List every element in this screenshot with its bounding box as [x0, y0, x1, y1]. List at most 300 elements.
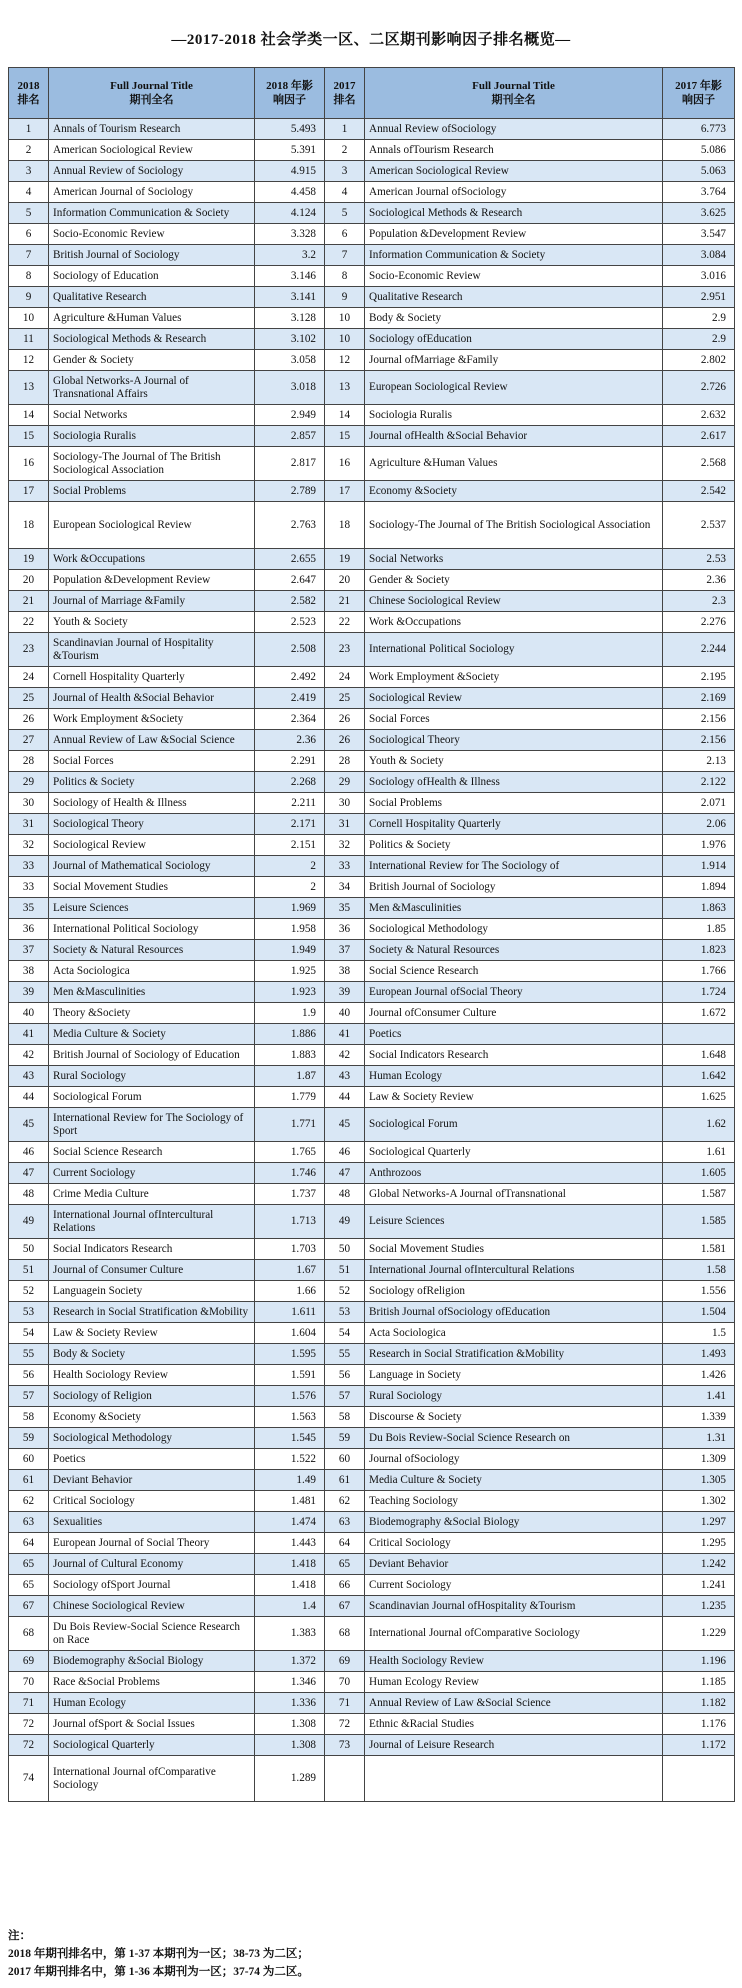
table-row [9, 1735, 735, 1756]
impact-2018-cell: 1.886 [255, 1024, 325, 1045]
rank-2017-cell: 72 [325, 1714, 365, 1735]
rank-2018-cell: 4 [9, 182, 49, 203]
impact-2018-cell: 2.949 [255, 405, 325, 426]
impact-2018-cell: 3.141 [255, 287, 325, 308]
journal-2017-cell: Human Ecology [365, 1066, 663, 1087]
table-row [9, 856, 735, 877]
impact-2017-cell: 1.31 [663, 1428, 735, 1449]
journal-2018-cell: Sexualities [49, 1512, 255, 1533]
journal-2018-cell: Sociological Methods & Research [49, 329, 255, 350]
table-row [9, 1205, 735, 1239]
impact-2018-cell: 1.443 [255, 1533, 325, 1554]
rank-2018-cell: 22 [9, 612, 49, 633]
rank-2017-cell: 43 [325, 1066, 365, 1087]
impact-2017-cell: 2.13 [663, 751, 735, 772]
rank-2017-cell: 8 [325, 266, 365, 287]
journal-2017-cell: Research in Social Stratification &Mobility [365, 1344, 663, 1365]
journal-2018-cell: International Political Sociology [49, 919, 255, 940]
rank-2017-cell: 46 [325, 1142, 365, 1163]
rank-2017-cell: 26 [325, 709, 365, 730]
impact-2018-cell: 4.458 [255, 182, 325, 203]
impact-2018-cell: 1.372 [255, 1651, 325, 1672]
journal-2017-cell: Social Networks [365, 549, 663, 570]
impact-2017-cell: 1.976 [663, 835, 735, 856]
rank-2017-cell: 3 [325, 161, 365, 182]
rank-2018-cell: 18 [9, 502, 49, 549]
table-row [9, 1142, 735, 1163]
rank-2017-cell: 62 [325, 1491, 365, 1512]
journal-2017-cell: European Sociological Review [365, 371, 663, 405]
table-row [9, 793, 735, 814]
journal-2018-cell: Sociological Methodology [49, 1428, 255, 1449]
table-row [9, 1407, 735, 1428]
impact-2017-cell: 5.063 [663, 161, 735, 182]
journal-2018-cell: Sociology ofSport Journal [49, 1575, 255, 1596]
table-row [9, 1323, 735, 1344]
rank-2018-cell: 30 [9, 793, 49, 814]
rank-2017-cell: 10 [325, 329, 365, 350]
journal-2017-cell: Scandinavian Journal ofHospitality &Tourism [365, 1596, 663, 1617]
impact-2017-cell: 1.182 [663, 1693, 735, 1714]
rank-2018-cell: 52 [9, 1281, 49, 1302]
journal-2018-cell: Leisure Sciences [49, 898, 255, 919]
rank-2017-cell: 63 [325, 1512, 365, 1533]
impact-2018-cell: 1.49 [255, 1470, 325, 1491]
table-row [9, 1651, 735, 1672]
rank-2017-cell: 10 [325, 308, 365, 329]
impact-2018-cell: 3.146 [255, 266, 325, 287]
impact-2018-cell: 4.124 [255, 203, 325, 224]
rank-2018-cell: 7 [9, 245, 49, 266]
journal-2018-cell: Social Networks [49, 405, 255, 426]
rank-2018-cell: 15 [9, 426, 49, 447]
impact-2017-cell: 1.61 [663, 1142, 735, 1163]
journal-2017-cell: Discourse & Society [365, 1407, 663, 1428]
journal-2018-cell: American Journal of Sociology [49, 182, 255, 203]
impact-2017-cell: 5.086 [663, 140, 735, 161]
header-rank-2018: 2018 排名 [9, 68, 49, 119]
rank-2018-cell: 60 [9, 1449, 49, 1470]
journal-2017-cell: International Review for The Sociology of [365, 856, 663, 877]
rank-2017-cell: 6 [325, 224, 365, 245]
journal-2017-cell: American Sociological Review [365, 161, 663, 182]
rank-2018-cell: 43 [9, 1066, 49, 1087]
rank-2017-cell: 45 [325, 1108, 365, 1142]
rank-2018-cell: 24 [9, 667, 49, 688]
rank-2017-cell: 39 [325, 982, 365, 1003]
rank-2018-cell: 63 [9, 1512, 49, 1533]
impact-2018-cell: 2.817 [255, 447, 325, 481]
impact-2017-cell: 2.802 [663, 350, 735, 371]
table-row [9, 1533, 735, 1554]
rank-2017-cell: 28 [325, 751, 365, 772]
journal-2017-cell: Social Forces [365, 709, 663, 730]
rank-2018-cell: 25 [9, 688, 49, 709]
journal-2017-cell: Human Ecology Review [365, 1672, 663, 1693]
rank-2018-cell: 9 [9, 287, 49, 308]
rank-2017-cell: 49 [325, 1205, 365, 1239]
table-row [9, 405, 735, 426]
rank-2017-cell: 65 [325, 1554, 365, 1575]
rank-2018-cell: 45 [9, 1108, 49, 1142]
impact-2017-cell: 1.85 [663, 919, 735, 940]
rank-2017-cell: 5 [325, 203, 365, 224]
journal-2017-cell: International Political Sociology [365, 633, 663, 667]
rank-2018-cell: 31 [9, 814, 49, 835]
rank-2017-cell: 38 [325, 961, 365, 982]
rank-2018-cell: 21 [9, 591, 49, 612]
rank-2017-cell: 69 [325, 1651, 365, 1672]
table-row [9, 224, 735, 245]
rank-2018-cell: 3 [9, 161, 49, 182]
impact-2018-cell: 1.595 [255, 1344, 325, 1365]
rank-2018-cell: 38 [9, 961, 49, 982]
rank-2017-cell: 33 [325, 856, 365, 877]
impact-2018-cell: 2.857 [255, 426, 325, 447]
rank-2018-cell: 65 [9, 1554, 49, 1575]
rank-2017-cell: 71 [325, 1693, 365, 1714]
impact-2017-cell: 2.276 [663, 612, 735, 633]
impact-2017-cell: 3.625 [663, 203, 735, 224]
impact-2017-cell: 1.172 [663, 1735, 735, 1756]
rank-2017-cell: 42 [325, 1045, 365, 1066]
rank-2017-cell: 55 [325, 1344, 365, 1365]
table-row [9, 1239, 735, 1260]
journal-2018-cell: Journal of Health &Social Behavior [49, 688, 255, 709]
journal-2017-cell: Language in Society [365, 1365, 663, 1386]
table-row [9, 1554, 735, 1575]
journal-2018-cell: Social Indicators Research [49, 1239, 255, 1260]
impact-2017-cell: 3.547 [663, 224, 735, 245]
impact-2018-cell: 1.591 [255, 1365, 325, 1386]
rank-2018-cell: 64 [9, 1533, 49, 1554]
table-row [9, 1756, 735, 1802]
impact-2018-cell: 4.915 [255, 161, 325, 182]
table-row [9, 612, 735, 633]
table-row [9, 814, 735, 835]
journal-2018-cell: Sociology of Health & Illness [49, 793, 255, 814]
rank-2017-cell: 70 [325, 1672, 365, 1693]
impact-2018-cell: 3.102 [255, 329, 325, 350]
impact-2017-cell: 1.724 [663, 982, 735, 1003]
impact-2017-cell: 1.766 [663, 961, 735, 982]
impact-2018-cell: 2.211 [255, 793, 325, 814]
impact-2017-cell: 1.914 [663, 856, 735, 877]
journal-2018-cell: Languagein Society [49, 1281, 255, 1302]
rank-2017-cell: 34 [325, 877, 365, 898]
journal-2018-cell: European Sociological Review [49, 502, 255, 549]
impact-2017-cell: 2.169 [663, 688, 735, 709]
rank-2018-cell: 36 [9, 919, 49, 940]
journal-2018-cell: Poetics [49, 1449, 255, 1470]
journal-2017-cell: Population &Development Review [365, 224, 663, 245]
journal-2018-cell: International Journal ofIntercultural Relations [49, 1205, 255, 1239]
journal-2017-cell: Health Sociology Review [365, 1651, 663, 1672]
journal-2018-cell: Sociology of Education [49, 266, 255, 287]
table-row [9, 570, 735, 591]
journal-2018-cell: Theory &Society [49, 1003, 255, 1024]
journal-2017-cell: Rural Sociology [365, 1386, 663, 1407]
table-row [9, 751, 735, 772]
impact-2018-cell: 1.545 [255, 1428, 325, 1449]
impact-2018-cell: 1.67 [255, 1260, 325, 1281]
impact-2018-cell: 2.419 [255, 688, 325, 709]
impact-2017-cell: 1.585 [663, 1205, 735, 1239]
journal-2017-cell: Body & Society [365, 308, 663, 329]
table-row [9, 447, 735, 481]
table-row [9, 1281, 735, 1302]
journal-2017-cell: Youth & Society [365, 751, 663, 772]
rank-2017-cell: 26 [325, 730, 365, 751]
journal-2018-cell: Race &Social Problems [49, 1672, 255, 1693]
impact-2017-cell: 1.648 [663, 1045, 735, 1066]
journal-2018-cell: Annual Review of Law &Social Science [49, 730, 255, 751]
rank-2017-cell: 73 [325, 1735, 365, 1756]
impact-2017-cell: 2.06 [663, 814, 735, 835]
journal-2017-cell: Journal ofMarriage &Family [365, 350, 663, 371]
impact-2017-cell: 1.305 [663, 1470, 735, 1491]
impact-2018-cell: 1.771 [255, 1108, 325, 1142]
impact-2018-cell: 3.058 [255, 350, 325, 371]
rank-2017-cell: 18 [325, 502, 365, 549]
journal-2017-cell: Deviant Behavior [365, 1554, 663, 1575]
impact-2018-cell: 3.328 [255, 224, 325, 245]
impact-2018-cell: 1.949 [255, 940, 325, 961]
rank-2017-cell: 2 [325, 140, 365, 161]
table-row [9, 426, 735, 447]
rank-2017-cell: 25 [325, 688, 365, 709]
impact-2017-cell [663, 1024, 735, 1045]
table-row [9, 1617, 735, 1651]
journal-2017-cell: Socio-Economic Review [365, 266, 663, 287]
impact-2017-cell: 1.587 [663, 1184, 735, 1205]
impact-2017-cell: 2.537 [663, 502, 735, 549]
journal-2017-cell: Cornell Hospitality Quarterly [365, 814, 663, 835]
impact-2017-cell: 1.176 [663, 1714, 735, 1735]
journal-2018-cell: Work Employment &Society [49, 709, 255, 730]
journal-2018-cell: Economy &Society [49, 1407, 255, 1428]
impact-2018-cell: 1.779 [255, 1087, 325, 1108]
table-row [9, 1449, 735, 1470]
rank-2018-cell: 19 [9, 549, 49, 570]
rank-2018-cell: 26 [9, 709, 49, 730]
impact-2018-cell: 1.346 [255, 1672, 325, 1693]
rank-2018-cell: 1 [9, 119, 49, 140]
table-row [9, 1365, 735, 1386]
rank-2017-cell [325, 1756, 365, 1802]
table-row [9, 287, 735, 308]
table-row [9, 481, 735, 502]
impact-2017-cell: 1.605 [663, 1163, 735, 1184]
journal-2018-cell: Sociological Review [49, 835, 255, 856]
impact-2017-cell: 1.672 [663, 1003, 735, 1024]
impact-2017-cell: 1.58 [663, 1260, 735, 1281]
rank-2018-cell: 51 [9, 1260, 49, 1281]
table-row [9, 1108, 735, 1142]
journal-2018-cell: Socio-Economic Review [49, 224, 255, 245]
rank-2018-cell: 27 [9, 730, 49, 751]
rank-2017-cell: 1 [325, 119, 365, 140]
impact-2017-cell: 1.242 [663, 1554, 735, 1575]
rank-2018-cell: 47 [9, 1163, 49, 1184]
journal-2017-cell: Journal ofHealth &Social Behavior [365, 426, 663, 447]
rank-2018-cell: 16 [9, 447, 49, 481]
rank-2017-cell: 12 [325, 350, 365, 371]
table-row [9, 919, 735, 940]
journal-2018-cell: Law & Society Review [49, 1323, 255, 1344]
impact-2018-cell: 2.582 [255, 591, 325, 612]
journal-2017-cell: British Journal ofSociology ofEducation [365, 1302, 663, 1323]
impact-2018-cell: 2.291 [255, 751, 325, 772]
journal-2017-cell: Journal ofSociology [365, 1449, 663, 1470]
table-row [9, 203, 735, 224]
impact-2017-cell: 1.302 [663, 1491, 735, 1512]
journal-2018-cell: International Review for The Sociology of Sport [49, 1108, 255, 1142]
rank-2017-cell: 21 [325, 591, 365, 612]
impact-2018-cell: 1.289 [255, 1756, 325, 1802]
impact-2018-cell: 1.923 [255, 982, 325, 1003]
journal-2018-cell: Chinese Sociological Review [49, 1596, 255, 1617]
impact-2017-cell: 3.016 [663, 266, 735, 287]
journal-2017-cell: International Journal ofIntercultural Relations [365, 1260, 663, 1281]
impact-2018-cell: 1.383 [255, 1617, 325, 1651]
table-row [9, 1428, 735, 1449]
rank-2018-cell: 54 [9, 1323, 49, 1344]
rank-2018-cell: 59 [9, 1428, 49, 1449]
journal-2017-cell: Work &Occupations [365, 612, 663, 633]
rank-2018-cell: 29 [9, 772, 49, 793]
rank-2018-cell: 57 [9, 1386, 49, 1407]
journal-2018-cell: Journal of Mathematical Sociology [49, 856, 255, 877]
impact-2017-cell: 1.823 [663, 940, 735, 961]
impact-2018-cell: 1.703 [255, 1239, 325, 1260]
impact-2018-cell: 2.523 [255, 612, 325, 633]
journal-2017-cell: International Journal ofComparative Sociology [365, 1617, 663, 1651]
journal-2018-cell: Society & Natural Resources [49, 940, 255, 961]
journal-2017-cell: Ethnic &Racial Studies [365, 1714, 663, 1735]
table-row [9, 1003, 735, 1024]
journal-2017-cell: Society & Natural Resources [365, 940, 663, 961]
rank-2018-cell: 56 [9, 1365, 49, 1386]
rank-2017-cell: 66 [325, 1575, 365, 1596]
rank-2018-cell: 69 [9, 1651, 49, 1672]
table-row [9, 961, 735, 982]
table-row [9, 329, 735, 350]
rank-2017-cell: 16 [325, 447, 365, 481]
impact-2017-cell: 3.764 [663, 182, 735, 203]
rank-2017-cell: 57 [325, 1386, 365, 1407]
rank-2018-cell: 55 [9, 1344, 49, 1365]
impact-2017-cell: 1.196 [663, 1651, 735, 1672]
rank-2018-cell: 41 [9, 1024, 49, 1045]
impact-2018-cell: 1.737 [255, 1184, 325, 1205]
table-row [9, 245, 735, 266]
journal-2018-cell: Youth & Society [49, 612, 255, 633]
rank-2017-cell: 53 [325, 1302, 365, 1323]
rank-2017-cell: 15 [325, 426, 365, 447]
impact-2017-cell: 2.617 [663, 426, 735, 447]
impact-2018-cell: 1.522 [255, 1449, 325, 1470]
journal-2018-cell: Sociological Quarterly [49, 1735, 255, 1756]
journal-2017-cell: Work Employment &Society [365, 667, 663, 688]
impact-2018-cell: 2.492 [255, 667, 325, 688]
journal-2017-cell: Acta Sociologica [365, 1323, 663, 1344]
journal-2018-cell: Research in Social Stratification &Mobility [49, 1302, 255, 1323]
rank-2017-cell: 29 [325, 772, 365, 793]
rank-2017-cell: 23 [325, 633, 365, 667]
impact-2018-cell: 1.576 [255, 1386, 325, 1407]
table-row [9, 1045, 735, 1066]
impact-2017-cell: 6.773 [663, 119, 735, 140]
journal-2017-cell: European Journal ofSocial Theory [365, 982, 663, 1003]
rank-2017-cell: 48 [325, 1184, 365, 1205]
table-row [9, 1260, 735, 1281]
impact-2017-cell: 2.9 [663, 329, 735, 350]
table-row [9, 898, 735, 919]
journal-2018-cell: Social Movement Studies [49, 877, 255, 898]
table-row [9, 1512, 735, 1533]
rank-2017-cell: 31 [325, 814, 365, 835]
impact-2018-cell: 1.969 [255, 898, 325, 919]
table-row [9, 1344, 735, 1365]
journal-2018-cell: Critical Sociology [49, 1491, 255, 1512]
rank-2017-cell: 14 [325, 405, 365, 426]
table-row [9, 1672, 735, 1693]
journal-2017-cell: Anthrozoos [365, 1163, 663, 1184]
impact-2018-cell: 5.391 [255, 140, 325, 161]
impact-2017-cell: 2.726 [663, 371, 735, 405]
journal-2018-cell: Human Ecology [49, 1693, 255, 1714]
impact-2018-cell: 1.481 [255, 1491, 325, 1512]
journal-ranking-table [8, 67, 735, 1802]
impact-2017-cell: 1.556 [663, 1281, 735, 1302]
rank-2018-cell: 72 [9, 1714, 49, 1735]
journal-2018-cell: Deviant Behavior [49, 1470, 255, 1491]
impact-2017-cell: 1.863 [663, 898, 735, 919]
journal-2017-cell: Information Communication & Society [365, 245, 663, 266]
notes-line-2: 2017 年期刊排名中，第 1-36 本期刊为一区；37-74 为二区。 [8, 1966, 309, 1978]
journal-2018-cell: British Journal of Sociology of Education [49, 1045, 255, 1066]
header-if-2017: 2017 年影 响因子 [663, 68, 735, 119]
journal-2018-cell: Social Problems [49, 481, 255, 502]
journal-2017-cell: Global Networks-A Journal ofTransnational [365, 1184, 663, 1205]
table-row [9, 1184, 735, 1205]
impact-2018-cell: 2.763 [255, 502, 325, 549]
journal-2018-cell: Rural Sociology [49, 1066, 255, 1087]
rank-2017-cell: 50 [325, 1239, 365, 1260]
rank-2018-cell: 65 [9, 1575, 49, 1596]
impact-2018-cell: 2.647 [255, 570, 325, 591]
rank-2017-cell: 54 [325, 1323, 365, 1344]
table-row [9, 1024, 735, 1045]
rank-2017-cell: 64 [325, 1533, 365, 1554]
table-row [9, 730, 735, 751]
impact-2018-cell: 2.268 [255, 772, 325, 793]
table-row [9, 1302, 735, 1323]
journal-2018-cell: Social Forces [49, 751, 255, 772]
impact-2018-cell: 1.713 [255, 1205, 325, 1239]
journal-2017-cell: Leisure Sciences [365, 1205, 663, 1239]
rank-2018-cell: 42 [9, 1045, 49, 1066]
impact-2017-cell: 1.229 [663, 1617, 735, 1651]
rank-2017-cell: 4 [325, 182, 365, 203]
rank-2017-cell: 68 [325, 1617, 365, 1651]
rank-2017-cell: 61 [325, 1470, 365, 1491]
impact-2017-cell: 1.5 [663, 1323, 735, 1344]
rank-2017-cell: 36 [325, 919, 365, 940]
impact-2017-cell: 1.235 [663, 1596, 735, 1617]
impact-2018-cell: 2.36 [255, 730, 325, 751]
